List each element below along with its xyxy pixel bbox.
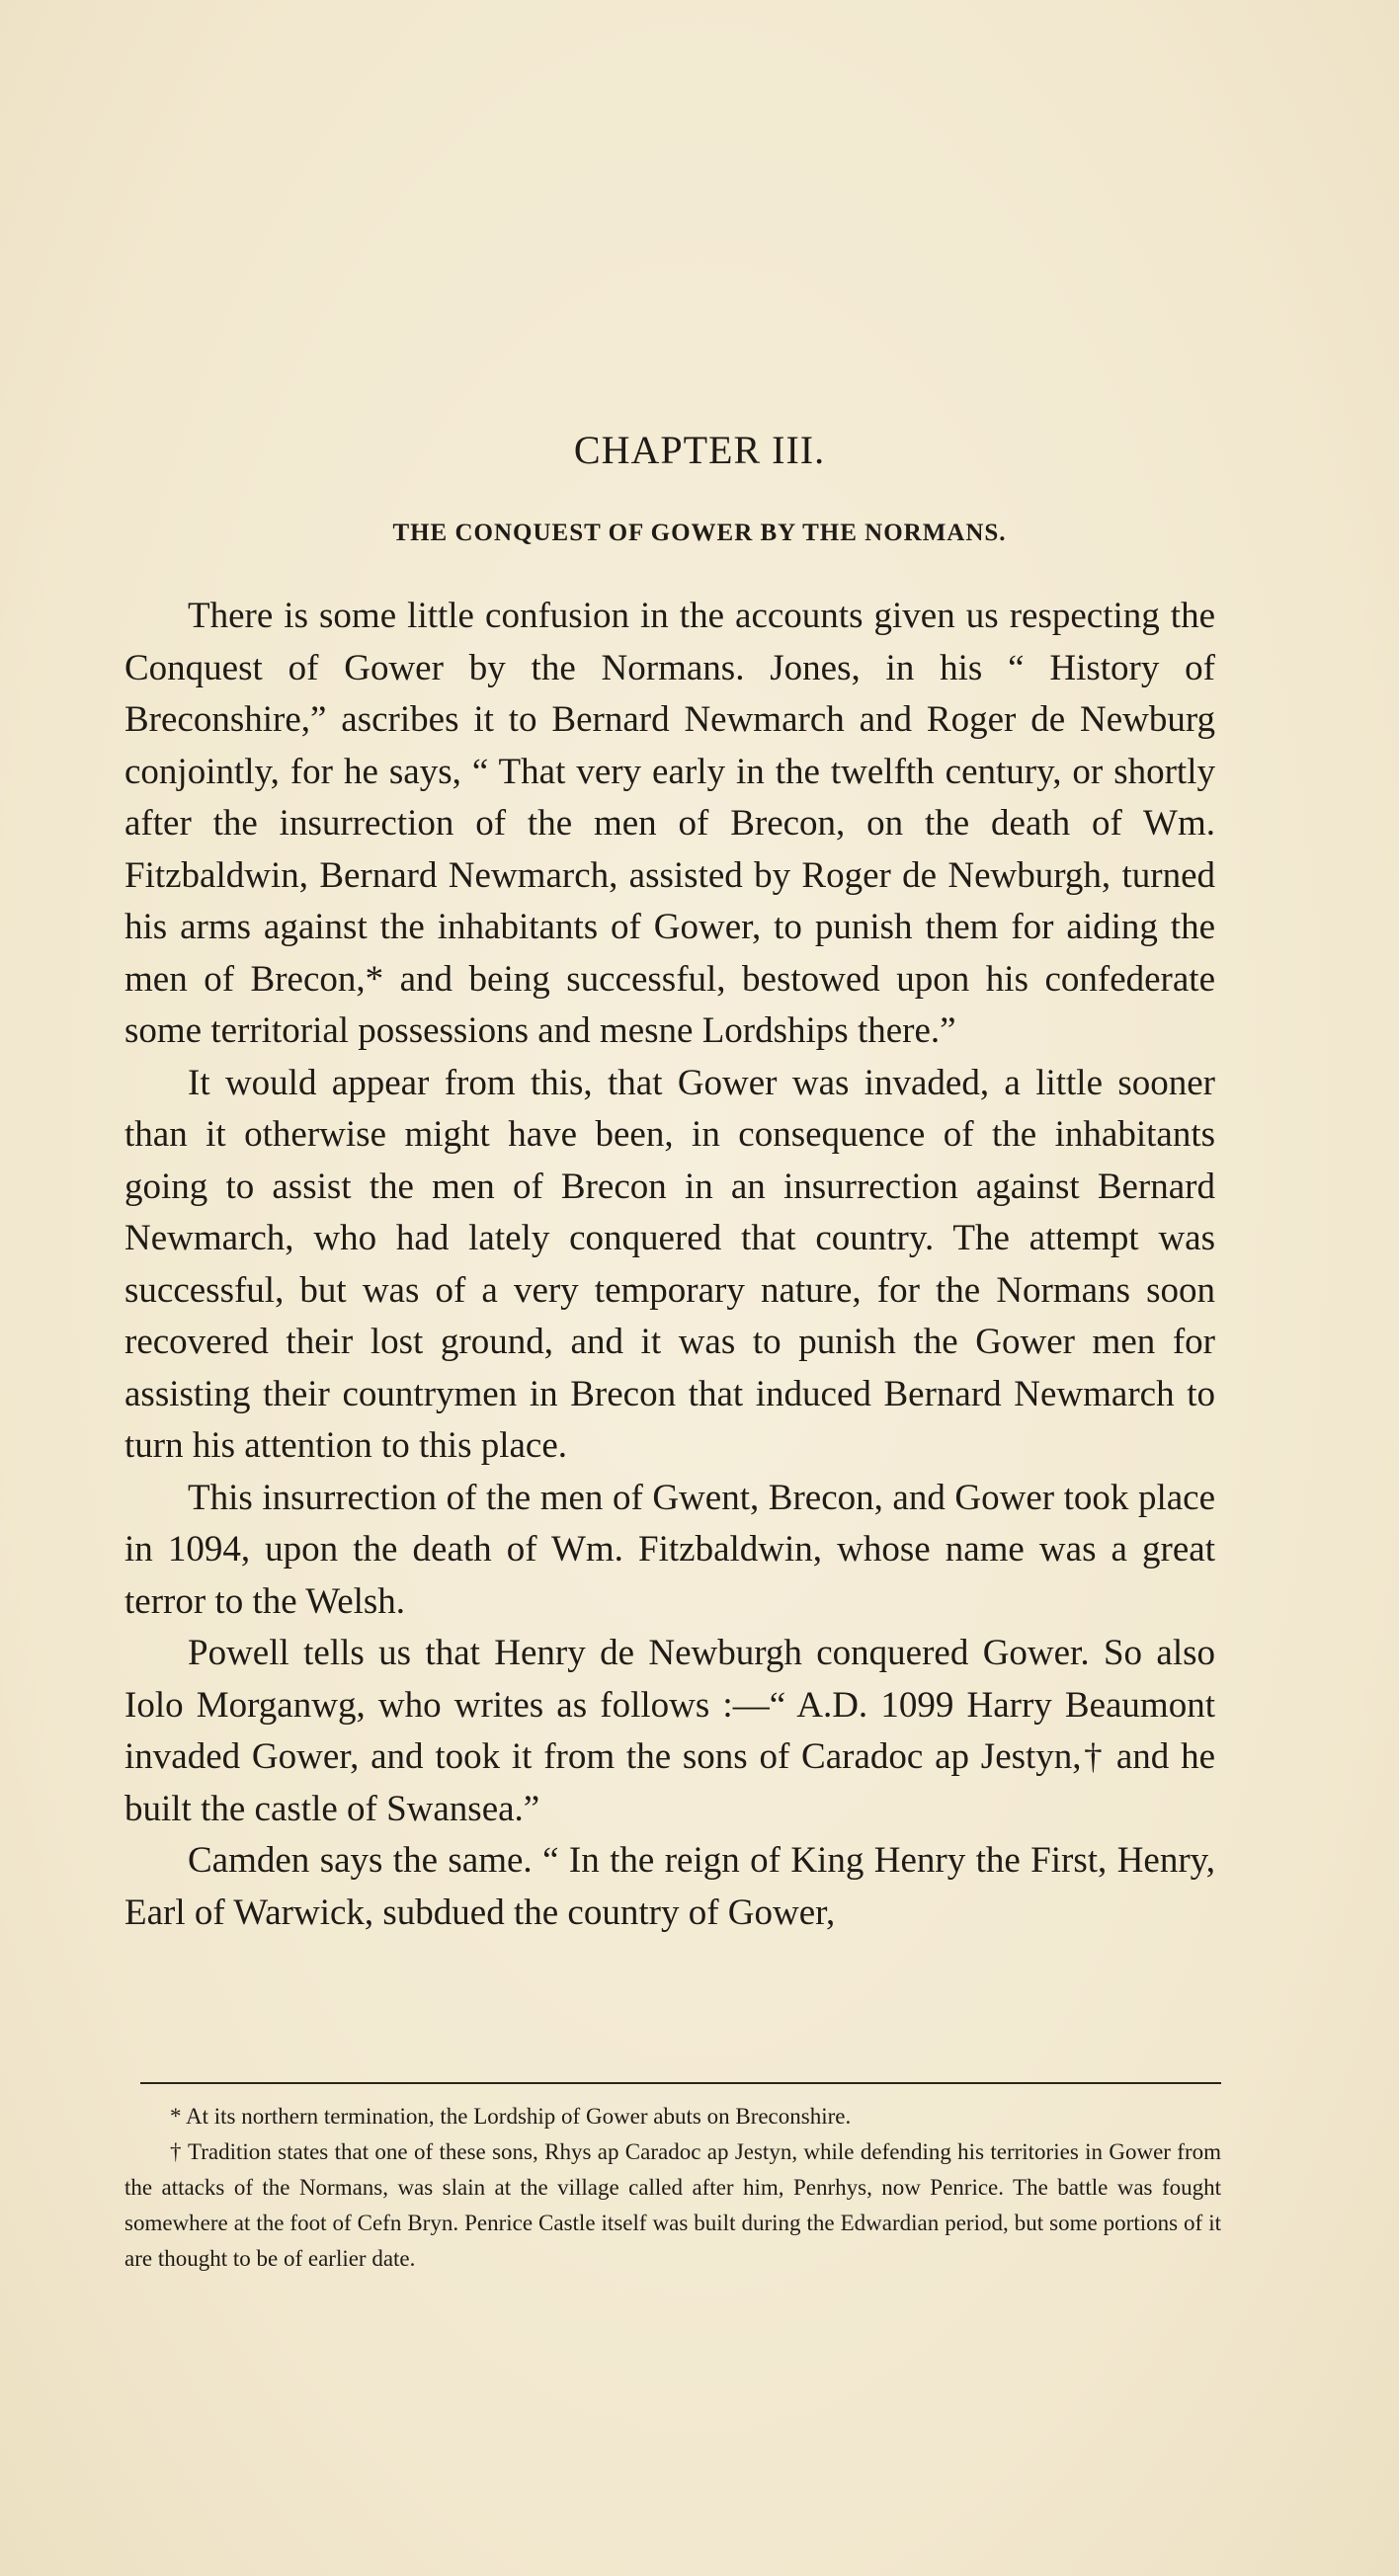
body-text xyxy=(124,591,1215,1939)
footnote-divider xyxy=(140,2082,1221,2084)
footnotes xyxy=(124,2099,1221,2277)
paragraph: Camden says the same. “ In the reign of King Henry the First, Henry, Earl of Warwick, subdued the country of Gower, xyxy=(124,1840,1215,1933)
footnote: * At its northern termination, the Lordship of Gower abuts on Breconshire. xyxy=(170,2104,852,2129)
chapter-title: THE CONQUEST OF GOWER BY THE NORMANS. xyxy=(392,520,1007,546)
footnote: † Tradition states that one of these sons, Rhys ap Caradoc ap Jestyn, while defending his territories in Gower from the attacks of the Normans, was slain at the village called after him, Penrhys, now Penrice. The battle was fought somewhere at the foot of Cefn Bryn. Penrice Castle itself was built during the Edwardian period, but some portions of it are thought to be of earlier date. xyxy=(124,2139,1221,2271)
paragraph: There is some little confusion in the accounts given us respecting the Conquest of Gower by the Normans. Jones, in his “ History of Breconshire,” ascribes it to Bernard Newmarch and Roger de Newburg conjointly, for he says, “ That very early in the twelfth century, or shortly after the insurrection of the men of Brecon, on the death of Wm. Fitzbaldwin, Bernard Newmarch, assisted by Roger de Newburgh, turned his arms against the inhabitants of Gower, to punish them for aiding the men of Brecon,* and being successful, bestowed upon his confederate some territorial possessions and mesne Lordships there.” xyxy=(124,596,1215,1051)
paragraph: This insurrection of the men of Gwent, Brecon, and Gower took place in 1094, upon the death of Wm. Fitzbaldwin, whose name was a great terror to the Welsh. xyxy=(124,1477,1215,1622)
paragraph: Powell tells us that Henry de Newburgh conquered Gower. So also Iolo Morganwg, who writes as follows :—“ A.D. 1099 Harry Beaumont invaded Gower, and took it from the sons of Caradoc ap Jestyn,† and he built the castle of Swansea.” xyxy=(124,1633,1215,1829)
paragraph: It would appear from this, that Gower was invaded, a little sooner than it otherwise might have been, in consequence of the inhabitants going to assist the men of Brecon in an insurrection against Bernard Newmarch, who had lately conquered that country. The attempt was successful, but was of a very temporary nature, for the Normans soon recovered their lost ground, and it was to punish the Gower men for assisting their countrymen in Brecon that induced Bernard Newmarch to turn his attention to this place. xyxy=(124,1062,1215,1466)
chapter-heading: CHAPTER III. xyxy=(573,428,826,472)
